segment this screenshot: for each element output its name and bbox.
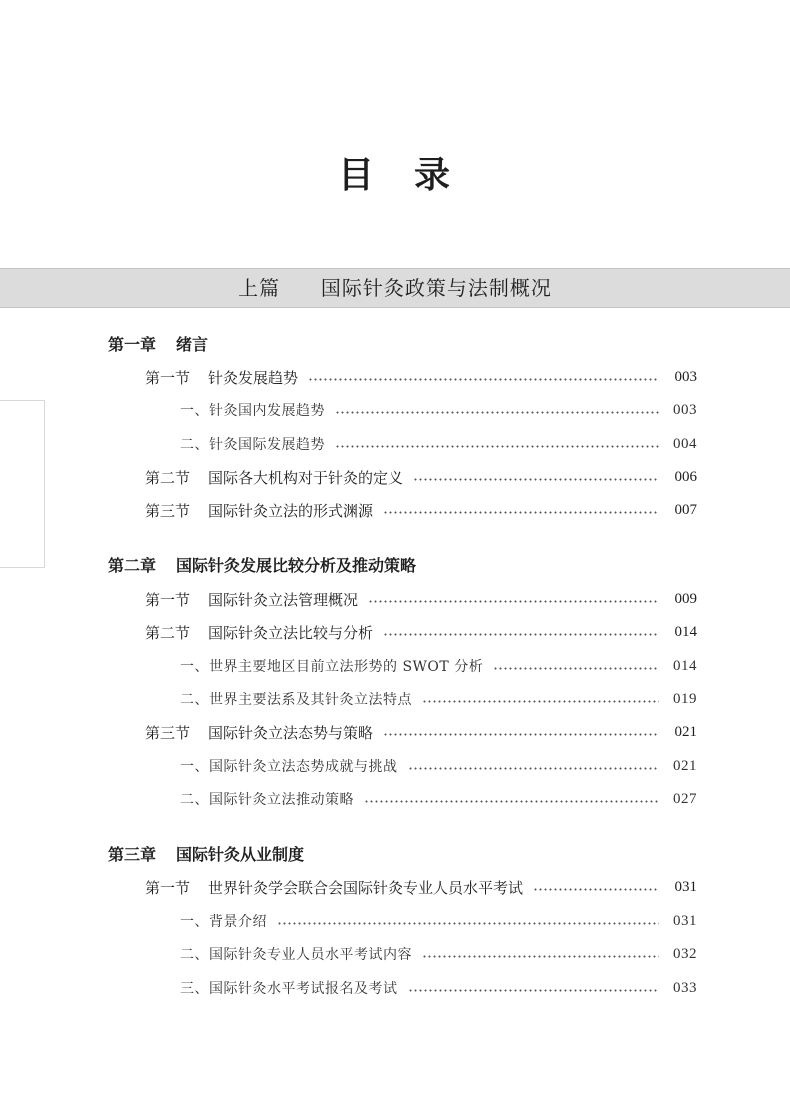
dot-leader <box>422 955 659 958</box>
page-number: 021 <box>673 757 697 774</box>
toc-entry[interactable] <box>180 909 697 933</box>
page-number: 007 <box>674 501 697 518</box>
entry-title: 世界针灸学会联合会国际针灸专业人员水平考试 <box>208 878 524 897</box>
dot-leader <box>408 989 660 992</box>
dot-leader <box>335 411 659 414</box>
page-number: 019 <box>673 690 697 707</box>
entry-label: 二、 <box>180 792 209 808</box>
entry-label: 一、 <box>180 759 209 775</box>
toc-entry[interactable] <box>145 587 697 611</box>
toc-entry[interactable] <box>145 720 697 744</box>
dot-leader <box>335 445 659 448</box>
toc-entry[interactable] <box>145 620 697 644</box>
page-number: 004 <box>673 435 697 452</box>
toc-entry[interactable] <box>145 498 697 522</box>
page-number: 021 <box>674 723 697 740</box>
entry-label: 第一节 <box>145 590 191 609</box>
part-heading <box>0 268 790 308</box>
entry-title: 国际针灸水平考试报名及考试 <box>209 981 398 997</box>
dot-leader <box>277 922 659 925</box>
dot-leader <box>383 511 659 514</box>
page-number: 006 <box>674 468 697 485</box>
toc-entry[interactable] <box>180 398 697 422</box>
toc-entry[interactable] <box>180 654 697 678</box>
page-number: 014 <box>673 657 697 674</box>
entry-title: 国际针灸立法态势成就与挑战 <box>209 759 398 775</box>
entry-title: 世界主要法系及其针灸立法特点 <box>209 692 412 708</box>
part-label: 上篇 <box>238 276 281 300</box>
entry-title: 国际针灸立法比较与分析 <box>208 623 374 642</box>
toc-entry[interactable] <box>145 465 697 489</box>
entry-title: 国际针灸立法推动策略 <box>209 792 354 808</box>
page-number: 027 <box>673 790 697 807</box>
toc-entry[interactable] <box>180 687 697 711</box>
entry-title: 针灸发展趋势 <box>208 368 299 387</box>
page-number: 032 <box>673 945 697 962</box>
toc-entry[interactable] <box>180 754 697 778</box>
entry-label: 一、 <box>180 914 209 930</box>
toc-entry[interactable] <box>145 875 697 899</box>
entry-label: 二、 <box>180 947 209 963</box>
page-title: 目 录 <box>337 154 452 196</box>
entry-title: 国际针灸专业人员水平考试内容 <box>209 947 412 963</box>
entry-label: 二、 <box>180 692 209 708</box>
chapter-heading <box>108 333 208 357</box>
dot-leader <box>364 800 659 803</box>
chapter-title: 国际针灸发展比较分析及推动策略 <box>176 556 417 575</box>
part-title: 国际针灸政策与法制概况 <box>320 276 552 300</box>
dot-leader <box>408 767 660 770</box>
entry-label: 一、 <box>180 403 209 419</box>
chapter-label: 第二章 <box>108 556 157 575</box>
entry-label: 第三节 <box>145 501 191 520</box>
entry-title: 背景介绍 <box>209 914 267 930</box>
chapter-title: 绪言 <box>176 335 209 354</box>
dot-leader <box>383 633 659 636</box>
entry-label: 第三节 <box>145 723 191 742</box>
entry-title: 针灸国际发展趋势 <box>209 437 325 453</box>
dot-leader <box>308 378 659 381</box>
entry-label: 第二节 <box>145 468 191 487</box>
page-number: 031 <box>673 912 697 929</box>
entry-title: 国际各大机构对于针灸的定义 <box>208 468 404 487</box>
page-number: 009 <box>674 590 697 607</box>
dot-leader <box>493 667 659 670</box>
toc-entry[interactable] <box>180 976 697 1000</box>
dot-leader <box>422 700 659 703</box>
entry-label: 第二节 <box>145 623 191 642</box>
page-number: 014 <box>674 623 697 640</box>
page-edge-mark <box>0 400 45 568</box>
toc-entry[interactable] <box>180 942 697 966</box>
entry-label: 第一节 <box>145 878 191 897</box>
entry-label: 三、 <box>180 981 209 997</box>
dot-leader <box>413 478 659 481</box>
dot-leader <box>383 733 659 736</box>
entry-title: 国际针灸立法管理概况 <box>208 590 359 609</box>
toc-entry[interactable] <box>145 365 697 389</box>
page-number: 003 <box>673 401 697 418</box>
entry-label: 第一节 <box>145 368 191 387</box>
entry-label: 一、 <box>180 659 209 675</box>
entry-title: 国际针灸立法态势与策略 <box>208 723 374 742</box>
page-number: 003 <box>674 368 697 385</box>
entry-title: 针灸国内发展趋势 <box>209 403 325 419</box>
chapter-label: 第三章 <box>108 845 157 864</box>
toc-entry[interactable] <box>180 432 697 456</box>
chapter-title: 国际针灸从业制度 <box>176 845 305 864</box>
dot-leader <box>368 600 659 603</box>
page-number: 033 <box>673 979 697 996</box>
chapter-heading <box>108 843 304 867</box>
chapter-heading <box>108 554 416 578</box>
toc-entry[interactable] <box>180 787 697 811</box>
entry-title: 世界主要地区目前立法形势的 SWOT 分析 <box>209 659 484 675</box>
entry-label: 二、 <box>180 437 209 453</box>
chapter-label: 第一章 <box>108 335 157 354</box>
entry-title: 国际针灸立法的形式渊源 <box>208 501 374 520</box>
dot-leader <box>533 888 659 891</box>
page-number: 031 <box>674 878 697 895</box>
